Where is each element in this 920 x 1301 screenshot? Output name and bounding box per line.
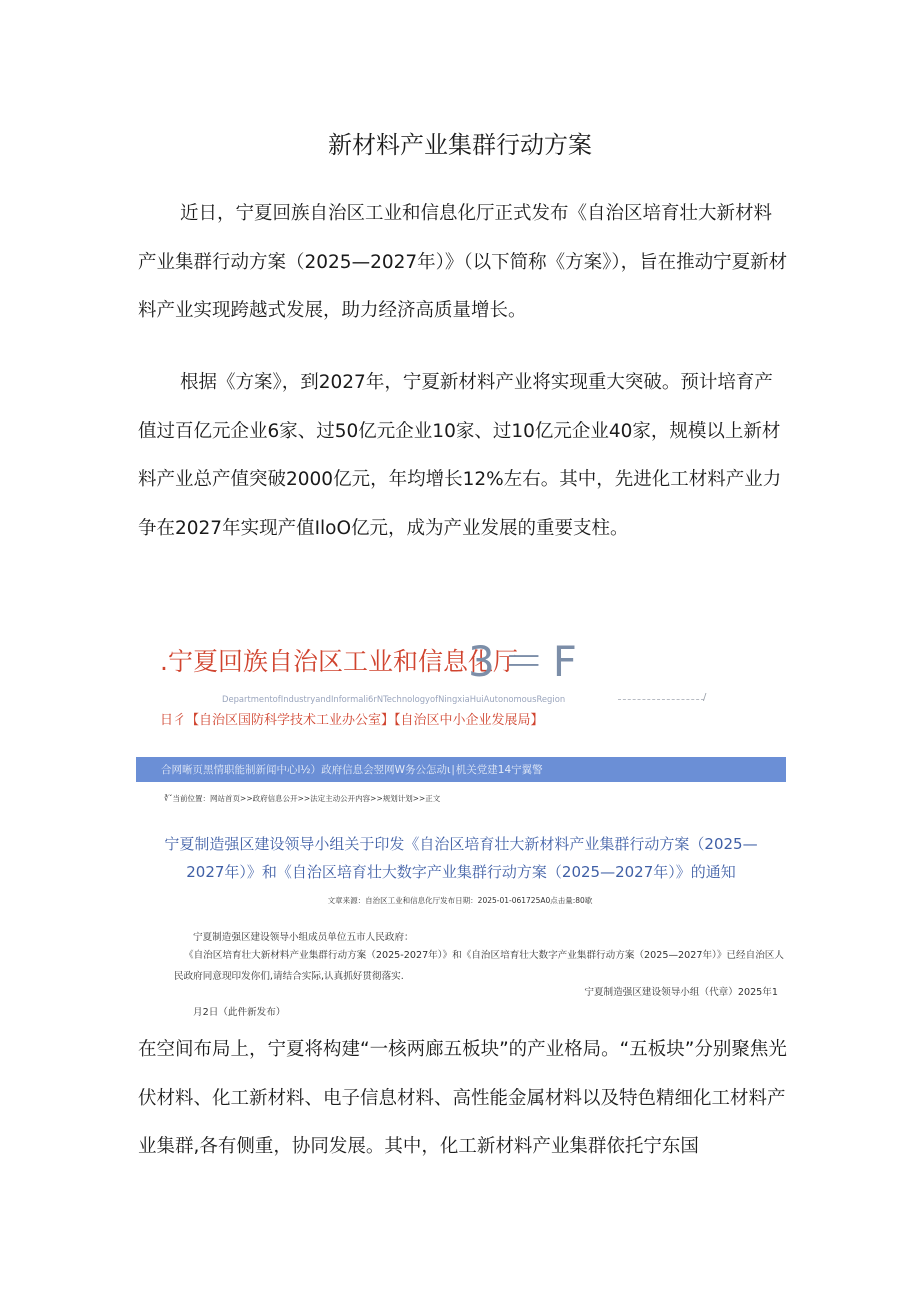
site-name-english: DepartmentofIndustryandInformali6rNTechnologyofNingxiaHuiAutonomousRegion [222,694,566,704]
notice-signature: 宁夏制造强区建设领导小组（代章）2025年1 [584,987,778,998]
header-divider [618,699,704,700]
paragraph-intro: 近日，宁夏回族自治区工业和信息化厅正式发布《自治区培育壮大新材料产业集群行动方案（2025—2027年）》（以下简称《方案》），旨在推动宁夏新材料产业实现跨越式发展，助力经济高质量增长。 [138,203,788,321]
paragraph-layout: 在空间布局上，宁夏将构建“一核两廊五板块”的产业格局。“五板块”分别聚焦光伏材料、化工新材料、电子信息材料、高性能金属材料以及特色精细化工材料产业集群,各有侧重，协同发展。其中，化工新材料产业集群依托宁东国 [138,1039,787,1157]
breadcrumb: ∛ˇ当前位置：网站首页>>政府信息公开>>法定主动公开内容>>规划计划>>正文 [164,794,441,803]
paragraph-targets: 根据《方案》，到2027年，宁夏新材料产业将实现重大突破。预计培育产值过百亿元企业6家、过50亿元企业10家、过10亿元企业40家，规模以上新材料产业总产值突破2000亿元，年均增长12%左右。其中，先进化工材料产业力争在2027年实现产值IloO亿元，成为产业发展的重要支柱。 [138,372,782,539]
site-name: .宁夏回族自治区工业和信息化厅 [160,647,518,676]
notice-body: 《自治区培育壮大新材料产业集群行动方案（2025-2027年）》和《自治区培育壮大数字产业集群行动方案（2025—2027年）》已经自治区人民政府同意现印发你们,请结合实际,认真抓好贯彻落实. [174,950,784,982]
site-nav-bar [136,757,786,782]
notice-date: 月2日（此件新发布） [193,1007,286,1018]
notice-source-line: 文章来源：自治区工业和信息化厅发布日期：2025-01-061725A0点击量:80歇 [327,896,593,905]
header-divider-end: / [703,692,707,703]
document-title: 新材料产业集群行动方案 [328,131,592,159]
notice-salutation: 宁夏制造强区建设领导小组成员单位五市人民政府： [193,932,414,943]
site-subtitle: 日彳【自治区国防科学技术工业办公室】【自治区中小企业发展局】 [160,713,544,728]
notice-headline: 宁夏制造强区建设领导小组关于印发《自治区培育壮大新材料产业集群行动方案（2025—2027年）》和《自治区培育壮大数字产业集群行动方案（2025—2027年）》的通知 [164,835,758,881]
site-nav-items: 合网晰页黑情职能制新闻中心l½）政府信息会翌网W务公怎动ι∣机关党建14宁翼警 [161,764,543,776]
site-logo-mark: 3＝F [468,637,585,686]
